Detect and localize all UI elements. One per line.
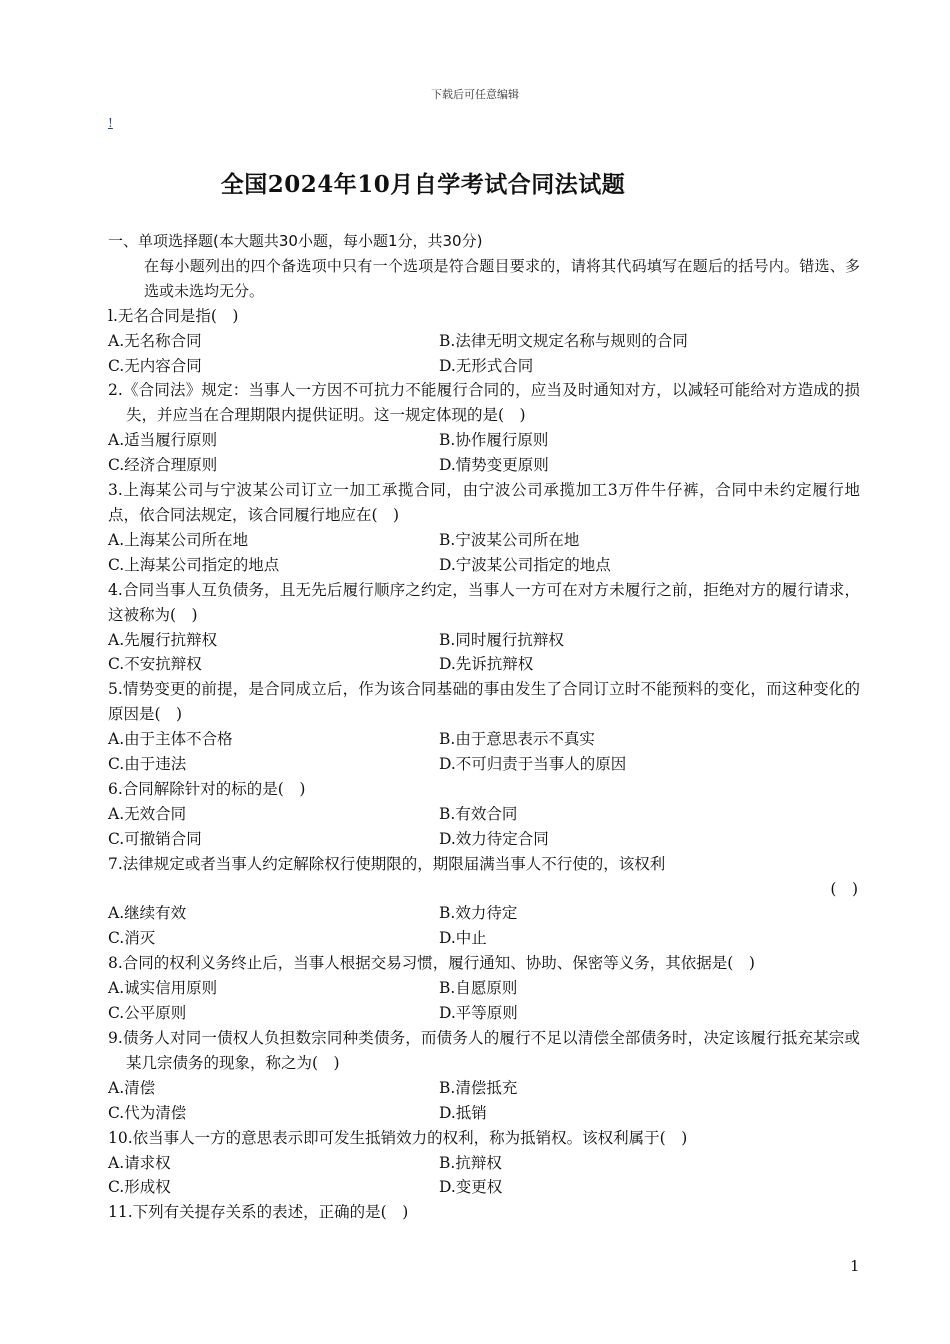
option-c: C.上海某公司指定的地点 (108, 555, 280, 574)
option-c: C.由于违法 (108, 755, 187, 774)
option-c: C.公平原则 (108, 1004, 187, 1023)
option-a: A.继续有效 (108, 904, 187, 923)
options-row (108, 528, 860, 553)
option-a: A.清偿 (108, 1078, 156, 1097)
option-b: B.同时履行抗辩权 (439, 630, 564, 649)
options-row (108, 628, 860, 653)
option-c: C.消灭 (108, 929, 156, 948)
question-2: 2.《合同法》规定：当事人一方因不可抗力不能履行合同的，应当及时通知对方，以减轻可能给对方造成的损失，并应当在合理期限内提供证明。这一规定体现的是( ) (108, 381, 860, 425)
option-b: B.清偿抵充 (439, 1078, 518, 1097)
options-row (108, 652, 860, 677)
question-6: 6.合同解除针对的标的是( ) (108, 779, 306, 798)
options-row (108, 453, 860, 478)
question-3: 3.上海某公司与宁波某公司订立一加工承揽合同，由宁波公司承揽加工3万件牛仔裤，合同中未约定履行地点，依合同法规定，该合同履行地应在( ) (108, 481, 860, 524)
option-a: A.请求权 (108, 1153, 171, 1172)
answer-parentheses: ( ) (830, 879, 858, 898)
section-instruction: 在每小题列出的四个备选项中只有一个选项是符合题目要求的，请将其代码填写在题后的括号内。错选、多选或未选均无分。 (144, 256, 860, 300)
option-b: B.抗辩权 (439, 1153, 502, 1172)
anchor-mark[interactable]: ! (108, 116, 113, 130)
option-c: C.形成权 (108, 1178, 171, 1197)
options-row (108, 727, 860, 752)
page-header: 下载后可任意编辑 (431, 88, 519, 101)
page-number: 1 (850, 1257, 860, 1275)
option-d: D.效力待定合同 (439, 829, 549, 848)
option-a: A.由于主体不合格 (108, 730, 233, 749)
option-b: B.宁波某公司所在地 (439, 530, 580, 549)
option-a: A.先履行抗辩权 (108, 630, 218, 649)
question-7: 7.法律规定或者当事人约定解除权行使期限的，期限届满当事人不行使的，该权利 (108, 854, 666, 873)
options-row (108, 1001, 860, 1026)
question-5: 5.情势变更的前提，是合同成立后，作为该合同基础的事由发生了合同订立时不能预料的变化，而这种变化的原因是( ) (108, 680, 860, 724)
option-c: C.无内容合同 (108, 356, 202, 375)
options-row (108, 1101, 860, 1126)
option-d: D.情势变更原则 (439, 456, 549, 475)
option-a: A.上海某公司所在地 (108, 530, 249, 549)
option-a: A.无效合同 (108, 804, 187, 823)
option-d: D.先诉抗辩权 (439, 655, 534, 674)
section-heading: 一、单项选择题(本大题共30小题，每小题1分，共30分) (108, 232, 483, 250)
option-c: C.代为清偿 (108, 1103, 187, 1122)
options-row (108, 428, 860, 453)
question-1: l.无名合同是指( ) (108, 306, 239, 325)
question-9: 9.债务人对同一债权人负担数宗同种类债务，而债务人的履行不足以清偿全部债务时，决定该履行抵充某宗或某几宗债务的现象，称之为( ) (108, 1029, 860, 1072)
options-row (108, 976, 860, 1001)
options-row (108, 901, 860, 926)
options-row (108, 1175, 860, 1200)
option-b: B.协作履行原则 (439, 431, 549, 450)
option-b: B.有效合同 (439, 804, 518, 823)
options-row (108, 926, 860, 951)
options-row (108, 354, 860, 379)
question-4: 4.合同当事人互负债务，且无先后履行顺序之约定，当事人一方可在对方未履行之前，拒绝对方的履行请求，这被称为( ) (108, 580, 860, 624)
options-row (108, 1151, 860, 1176)
option-a: A.无名称合同 (108, 331, 202, 350)
options-row (108, 752, 860, 777)
question-8: 8.合同的权利义务终止后，当事人根据交易习惯，履行通知、协助、保密等义务，其依据是( ) (108, 954, 755, 973)
option-b: B.效力待定 (439, 904, 518, 923)
options-row (108, 827, 860, 852)
option-b: B.由于意思表示不真实 (439, 730, 595, 749)
option-d: D.宁波某公司指定的地点 (439, 555, 611, 574)
options-row (108, 802, 860, 827)
question-11: 11.下列有关提存关系的表述，正确的是( ) (108, 1203, 409, 1222)
question-10: 10.依当事人一方的意思表示即可发生抵销效力的权利，称为抵销权。该权利属于( ) (108, 1128, 688, 1147)
exam-content (108, 229, 860, 1225)
option-c: C.经济合理原则 (108, 456, 218, 475)
option-c: C.可撤销合同 (108, 829, 202, 848)
exam-title: 全国2024年10月自学考试合同法试题 (220, 171, 626, 198)
options-row (108, 1076, 860, 1101)
option-d: D.抵销 (439, 1103, 487, 1122)
option-b: B.自愿原则 (439, 979, 518, 998)
options-row (108, 553, 860, 578)
option-d: D.无形式合同 (439, 356, 534, 375)
option-a: A.诚实信用原则 (108, 979, 218, 998)
option-d: D.不可归责于当事人的原因 (439, 755, 627, 774)
option-d: D.中止 (439, 929, 487, 948)
options-row (108, 329, 860, 354)
option-d: D.平等原则 (439, 1004, 518, 1023)
option-c: C.不安抗辩权 (108, 655, 202, 674)
option-b: B.法律无明文规定名称与规则的合同 (439, 331, 688, 350)
option-a: A.适当履行原则 (108, 431, 218, 450)
option-d: D.变更权 (439, 1178, 503, 1197)
